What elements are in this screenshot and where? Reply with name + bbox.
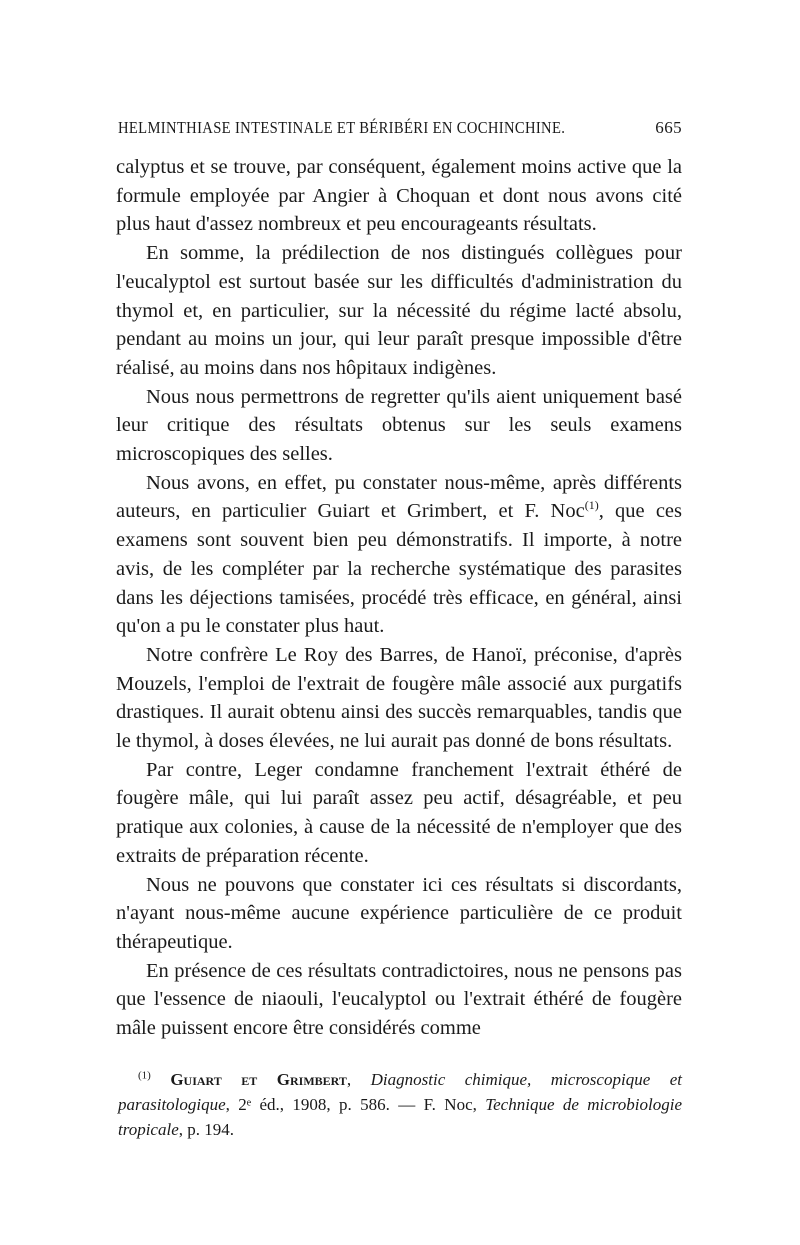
paragraph-3: Nous nous permettrons de regretter qu'ils aient uniquement basé leur critique des résultats obtenus sur les seuls examens microscopiques des selles. (116, 385, 682, 466)
running-title: HELMINTHIASE INTESTINALE ET BÉRIBÉRI EN COCHINCHINE. (118, 118, 566, 137)
footnote-mark: (1) (138, 1069, 151, 1082)
paragraph-6: Par contre, Leger condamne franchement l'extrait éthéré de fougère mâle, qui lui paraît assez peu actif, désagréable, et peu pratique aux colonies, à cause de la nécessité de n'employer que des extraits de préparation récente. (116, 758, 682, 867)
paragraph-5: Notre confrère Le Roy des Barres, de Hanoï, préconise, d'après Mouzels, l'emploi de l'extrait de fougère mâle associé aux purgatifs drastiques. Il aurait obtenu ainsi des succès remarquables, tandis que le thymol, à doses élevées, ne lui aurait pas donné de bons résultats. (116, 643, 682, 753)
footnote-title-2: Technique de microbiologie tropicale (118, 1095, 682, 1139)
paragraph-7: Nous ne pouvons que constater ici ces résultats si discordants, n'ayant nous-même aucune expérience particulière de ce produit thérapeutique. (116, 873, 682, 953)
paragraph-4 (116, 469, 682, 641)
footnote-authors-1: Guiart et Grimbert (170, 1070, 347, 1089)
footnote-title-1: Diagnostic chimique, microscopique et parasitologique (118, 1070, 682, 1114)
footnote-details-1: , 2ᵉ éd., 1908, p. 586. — (225, 1095, 424, 1114)
paragraph-8: En présence de ces résultats contradictoires, nous ne pensons pas que l'essence de niaouli, l'eucalyptol ou l'extrait éthéré de fougère mâle puissent encore être considérés comme (116, 959, 682, 1040)
body-text (116, 153, 682, 1043)
footnote-reference: (1) (584, 498, 599, 513)
page-number: 665 (655, 118, 682, 137)
running-header (118, 118, 682, 138)
footnote: $^{(1)}$ Guiart et Grimbert, Diagnostic chimique, microscopique et parasitologique, 2ᵉ éd., 1908, p. 586. — F. Noc, Technique de microbiologie tropicale, p. 194. (118, 1069, 682, 1139)
paragraph-1: calyptus et se trouve, par conséquent, également moins active que la formule employée par Angier à Choquan et dont nous avons cité plus haut d'assez nombreux et peu encourageants résultats. (116, 156, 682, 236)
paragraph-2: En somme, la prédilection de nos distingués collègues pour l'eucalyptol est surtout basée sur les difficultés d'administration du thymol et, en particulier, sur la nécessité du régime lacté absolu, pendant au moins un jour, qui leur paraît presque impossible d'être réalisé, au moins dans nos hôpitaux indigènes. (116, 242, 682, 379)
paragraph-4-text-before: Nous avons, en effet, pu constater nous-même, après différents auteurs, en particulier Guiart et Grimbert, et F. Noc (116, 471, 682, 523)
paragraph-4-text-after: , que ces examens sont souvent bien peu démonstratifs. Il importe, à notre avis, de les compléter par la recherche systématique des parasites dans les déjections tamisées, procédé très efficace, en général, ainsi qu'on a pu le constater plus haut. (116, 500, 683, 638)
footnote-details-2: , p. 194. (178, 1120, 234, 1139)
footnote-author-2: F. Noc (423, 1095, 473, 1114)
